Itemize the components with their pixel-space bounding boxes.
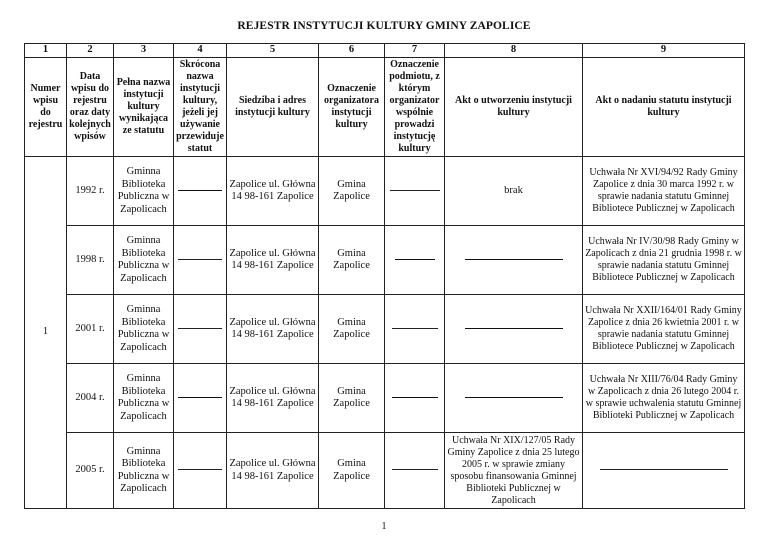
organizer-cell: Gmina Zapolice: [319, 226, 385, 295]
statute-act-cell: [583, 433, 745, 509]
entry-date-cell: 1998 r.: [67, 226, 114, 295]
short-name-cell: [174, 157, 227, 226]
header-entry-number: Numer wpisu do rejestru: [25, 58, 67, 157]
co-organizer-cell: [385, 364, 445, 433]
entry-number-cell: 1: [25, 157, 67, 509]
organizer-cell: Gmina Zapolice: [319, 157, 385, 226]
short-name-cell: [174, 364, 227, 433]
column-number: 4: [174, 44, 227, 58]
page-number: 1: [381, 521, 387, 532]
column-number: 5: [227, 44, 319, 58]
co-organizer-cell: [385, 433, 445, 509]
header-short-name: Skrócona nazwa instytucji kultury, jeżeli jej używanie przewiduje statut: [174, 58, 227, 157]
column-number: 2: [67, 44, 114, 58]
entry-date-cell: 2005 r.: [67, 433, 114, 509]
header-creation-act: Akt o utworzeniu instytucji kultury: [445, 58, 583, 157]
short-name-cell: [174, 295, 227, 364]
organizer-cell: Gmina Zapolice: [319, 364, 385, 433]
statute-act-cell: Uchwała Nr XVI/94/92 Rady Gminy Zapolice z dnia 30 marca 1992 r. w sprawie nadania statutu Gminnej Bibliotece Publicznej w Zapolicach: [583, 157, 745, 226]
full-name-cell: Gminna Biblioteka Publiczna w Zapolicach: [114, 295, 174, 364]
creation-act-cell: [445, 295, 583, 364]
short-name-cell: [174, 433, 227, 509]
creation-act-cell: brak: [445, 157, 583, 226]
header-statute-act: Akt o nadaniu statutu instytucji kultury: [583, 58, 745, 157]
table-row: [25, 226, 745, 295]
column-number-row: [25, 44, 745, 58]
header-organizer: Oznaczenie organizatora instytucji kultury: [319, 58, 385, 157]
full-name-cell: Gminna Biblioteka Publiczna w Zapolicach: [114, 226, 174, 295]
co-organizer-cell: [385, 295, 445, 364]
header-co-organizer: Oznaczenie podmiotu, z którym organizator wspólnie prowadzi instytucję kultury: [385, 58, 445, 157]
address-cell: Zapolice ul. Główna 14 98-161 Zapolice: [227, 226, 319, 295]
column-number: 9: [583, 44, 745, 58]
full-name-cell: Gminna Biblioteka Publiczna w Zapolicach: [114, 157, 174, 226]
statute-act-cell: Uchwała Nr IV/30/98 Rady Gminy w Zapolicach z dnia 21 grudnia 1998 r. w sprawie nadania statutu Gminnej Bibliotece Publicznej w Zapolicach: [583, 226, 745, 295]
header-entry-date: Data wpisu do rejestru oraz daty kolejnych wpisów: [67, 58, 114, 157]
creation-act-cell: [445, 226, 583, 295]
register-table: [24, 43, 745, 509]
organizer-cell: Gmina Zapolice: [319, 433, 385, 509]
full-name-cell: Gminna Biblioteka Publiczna w Zapolicach: [114, 364, 174, 433]
entry-date-cell: 1992 r.: [67, 157, 114, 226]
address-cell: Zapolice ul. Główna 14 98-161 Zapolice: [227, 433, 319, 509]
column-number: 6: [319, 44, 385, 58]
column-header-row: [25, 58, 745, 157]
header-full-name: Pełna nazwa instytucji kultury wynikająca ze statutu: [114, 58, 174, 157]
table-row: [25, 433, 745, 509]
column-number: 8: [445, 44, 583, 58]
column-number: 3: [114, 44, 174, 58]
co-organizer-cell: [385, 157, 445, 226]
column-number: 7: [385, 44, 445, 58]
statute-act-cell: Uchwała Nr XIII/76/04 Rady Gminy w Zapolicach z dnia 26 lutego 2004 r. w sprawie uchwalenia statutu Gminnej Biblioteki Publicznej w Zapolicach: [583, 364, 745, 433]
header-address: Siedziba i adres instytucji kultury: [227, 58, 319, 157]
creation-act-cell: [445, 364, 583, 433]
full-name-cell: Gminna Biblioteka Publiczna w Zapolicach: [114, 433, 174, 509]
table-row: [25, 295, 745, 364]
short-name-cell: [174, 226, 227, 295]
table-row: [25, 364, 745, 433]
organizer-cell: Gmina Zapolice: [319, 295, 385, 364]
column-number: 1: [25, 44, 67, 58]
co-organizer-cell: [385, 226, 445, 295]
entry-date-cell: 2004 r.: [67, 364, 114, 433]
document-title: REJESTR INSTYTUCJI KULTURY GMINY ZAPOLICE: [237, 20, 531, 32]
creation-act-cell: Uchwała Nr XIX/127/05 Rady Gminy Zapolice z dnia 25 lutego 2005 r. w sprawie zmiany sposobu finansowania Gminnej Biblioteki Publicznej w Zapolicach: [445, 433, 583, 509]
statute-act-cell: Uchwała Nr XXII/164/01 Rady Gminy Zapolice z dnia 26 kwietnia 2001 r. w sprawie nadania statutu Gminnej Bibliotece Publicznej w Zapolicach: [583, 295, 745, 364]
entry-date-cell: 2001 r.: [67, 295, 114, 364]
address-cell: Zapolice ul. Główna 14 98-161 Zapolice: [227, 364, 319, 433]
table-row: [25, 157, 745, 226]
address-cell: Zapolice ul. Główna 14 98-161 Zapolice: [227, 157, 319, 226]
address-cell: Zapolice ul. Główna 14 98-161 Zapolice: [227, 295, 319, 364]
